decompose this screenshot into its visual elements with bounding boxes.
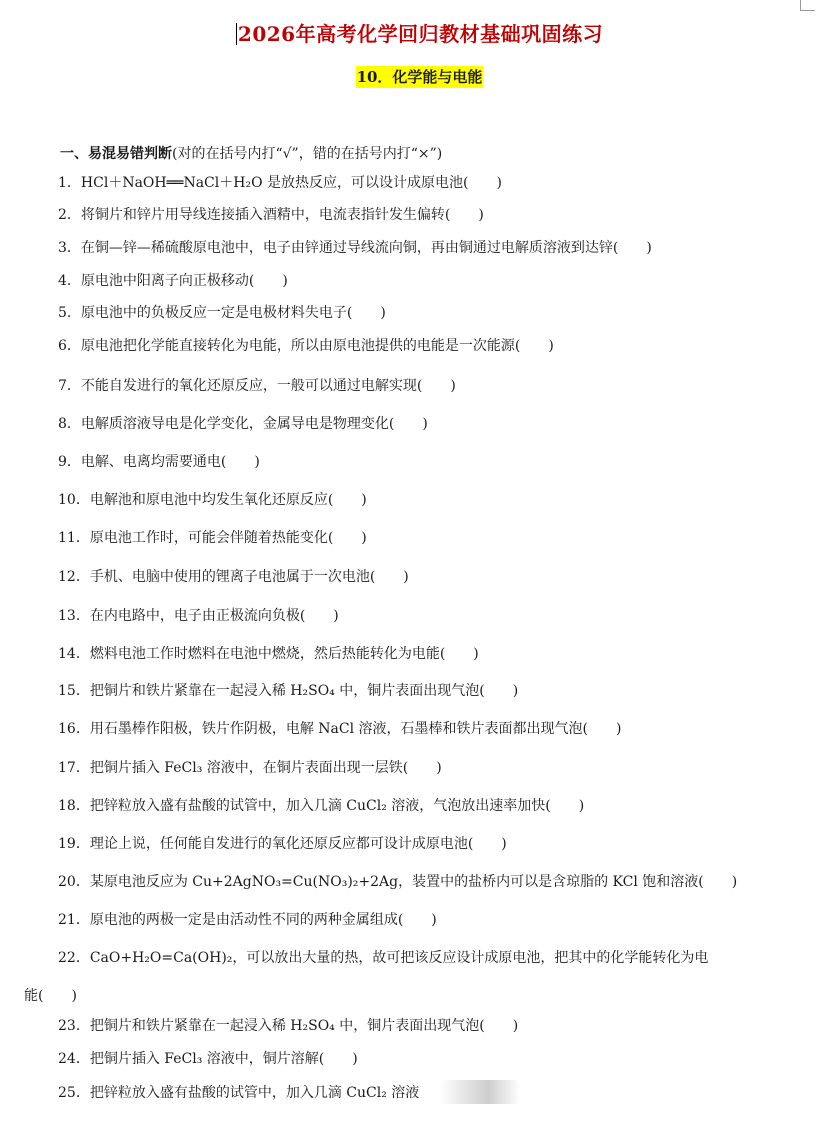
question-text: 理论上说，任何能自发进行的氧化还原反应都可设计成原电池( ) xyxy=(89,836,507,852)
question-number: 22． xyxy=(58,950,90,966)
question-text: 把铜片插入 FeCl₃ 溶液中，在铜片表面出现一层铁( ) xyxy=(89,760,442,776)
question-text: 原电池中阳离子向正极移动( ) xyxy=(80,273,288,289)
question-text: HCl＋NaOH══NaCl＋H₂O 是放热反应，可以设计成原电池( ) xyxy=(80,175,502,191)
question-item xyxy=(58,872,737,892)
question-number: 24． xyxy=(58,1051,90,1067)
section-instruction: (对的在括号内打“√”，错的在括号内打“×”) xyxy=(172,146,443,162)
question-text: 原电池工作时，可能会伴随着热能变化( ) xyxy=(89,530,367,546)
question-text: 用石墨棒作阳极，铁片作阴极，电解 NaCl 溶液，石墨棒和铁片表面都出现气泡( ) xyxy=(89,721,622,737)
question-item xyxy=(58,644,479,664)
question-item xyxy=(58,238,652,258)
question-text: 把锌粒放入盛有盐酸的试管中，加入几滴 CuCl₂ 溶液，气泡放出速率加快( ) xyxy=(89,798,585,814)
question-text: 电解、电离均需要通电( ) xyxy=(80,454,260,470)
question-item xyxy=(58,1016,518,1036)
question-item xyxy=(58,173,502,193)
text-cursor xyxy=(236,23,237,45)
question-text: 手机、电脑中使用的锂离子电池属于一次电池( ) xyxy=(89,569,409,585)
question-text: 电解池和原电池中均发生氧化还原反应( ) xyxy=(89,492,367,508)
question-item xyxy=(58,271,288,291)
question-text-continued: 能( ) xyxy=(24,988,77,1004)
question-text: 在内电路中，电子由正极流向负极( ) xyxy=(89,608,339,624)
question-item xyxy=(58,452,260,472)
question-text: 不能自发进行的氧化还原反应，一般可以通过电解实现( ) xyxy=(80,378,456,394)
question-text: 原电池中的负极反应一定是电极材料失电子( ) xyxy=(80,305,386,321)
question-number: 18． xyxy=(58,798,90,814)
question-number: 1． xyxy=(58,175,81,191)
question-number: 20． xyxy=(58,874,90,890)
document-title-text: 2026年高考化学回归教材基础巩固练习 xyxy=(237,22,604,46)
question-item xyxy=(58,1083,419,1103)
question-text: 某原电池反应为 Cu+2AgNO₃=Cu(NO₃)₂+2Ag，装置中的盐桥内可以是含琼脂的 KCl 饱和溶液( ) xyxy=(89,874,738,890)
question-item xyxy=(58,336,554,356)
question-number: 16． xyxy=(58,721,90,737)
question-number: 12． xyxy=(58,569,90,585)
question-number: 2． xyxy=(58,207,81,223)
question-text: 把锌粒放入盛有盐酸的试管中，加入几滴 CuCl₂ 溶液 xyxy=(89,1085,420,1101)
question-text: 在铜—锌—稀硫酸原电池中，电子由锌通过导线流向铜，再由铜通过电解质溶液到达锌( ) xyxy=(80,240,652,256)
question-number: 9． xyxy=(58,454,81,470)
question-item xyxy=(58,376,456,396)
question-number: 10． xyxy=(58,492,90,508)
question-text: 把铜片插入 FeCl₃ 溶液中，铜片溶解( ) xyxy=(89,1051,358,1067)
question-text: 原电池把化学能直接转化为电能，所以由原电池提供的电能是一次能源( ) xyxy=(80,338,554,354)
question-number: 17． xyxy=(58,760,90,776)
question-item xyxy=(58,910,437,930)
question-item xyxy=(58,567,409,587)
question-number: 23． xyxy=(58,1018,90,1034)
question-item xyxy=(58,414,428,434)
question-item xyxy=(58,719,621,739)
question-item xyxy=(58,796,584,816)
question-item xyxy=(58,490,367,510)
question-item xyxy=(58,205,484,225)
question-item xyxy=(58,948,708,968)
page-corner-mark xyxy=(800,0,815,11)
question-number: 21． xyxy=(58,912,90,928)
question-number: 14． xyxy=(58,646,90,662)
question-text: CaO+H₂O=Ca(OH)₂，可以放出大量的热，故可把该反应设计成原电池，把其中的化学能转化为电 xyxy=(89,950,709,966)
section-label: 一、易混易错判断 xyxy=(60,146,172,162)
question-number: 25． xyxy=(58,1085,90,1101)
question-item xyxy=(58,681,518,701)
question-number: 8． xyxy=(58,416,81,432)
scroll-fade-overlay xyxy=(440,1080,520,1104)
question-text: 原电池的两极一定是由活动性不同的两种金属组成( ) xyxy=(89,912,437,928)
question-number: 13． xyxy=(58,608,90,624)
question-item xyxy=(58,303,386,323)
question-number: 7． xyxy=(58,378,81,394)
question-number: 15． xyxy=(58,683,90,699)
question-number: 4． xyxy=(58,273,81,289)
question-text: 燃料电池工作时燃料在电池中燃烧，然后热能转化为电能( ) xyxy=(89,646,479,662)
question-text: 把铜片和铁片紧靠在一起浸入稀 H₂SO₄ 中，铜片表面出现气泡( ) xyxy=(89,1018,519,1034)
question-item xyxy=(58,528,367,548)
question-text: 把铜片和铁片紧靠在一起浸入稀 H₂SO₄ 中，铜片表面出现气泡( ) xyxy=(89,683,519,699)
question-number: 5． xyxy=(58,305,81,321)
question-number: 6． xyxy=(58,338,81,354)
question-item xyxy=(58,606,339,626)
chapter-subtitle: 10．化学能与电能 xyxy=(356,68,483,86)
question-item xyxy=(58,758,442,778)
section-heading xyxy=(60,143,442,163)
question-item xyxy=(58,834,507,854)
question-number: 19． xyxy=(58,836,90,852)
question-item xyxy=(58,1049,358,1069)
question-text: 电解质溶液导电是化学变化，金属导电是物理变化( ) xyxy=(80,416,428,432)
question-text: 将铜片和锌片用导线连接插入酒精中，电流表指针发生偏转( ) xyxy=(80,207,484,223)
question-number: 3． xyxy=(58,240,81,256)
document-title xyxy=(0,18,839,47)
question-number: 11． xyxy=(58,530,90,546)
